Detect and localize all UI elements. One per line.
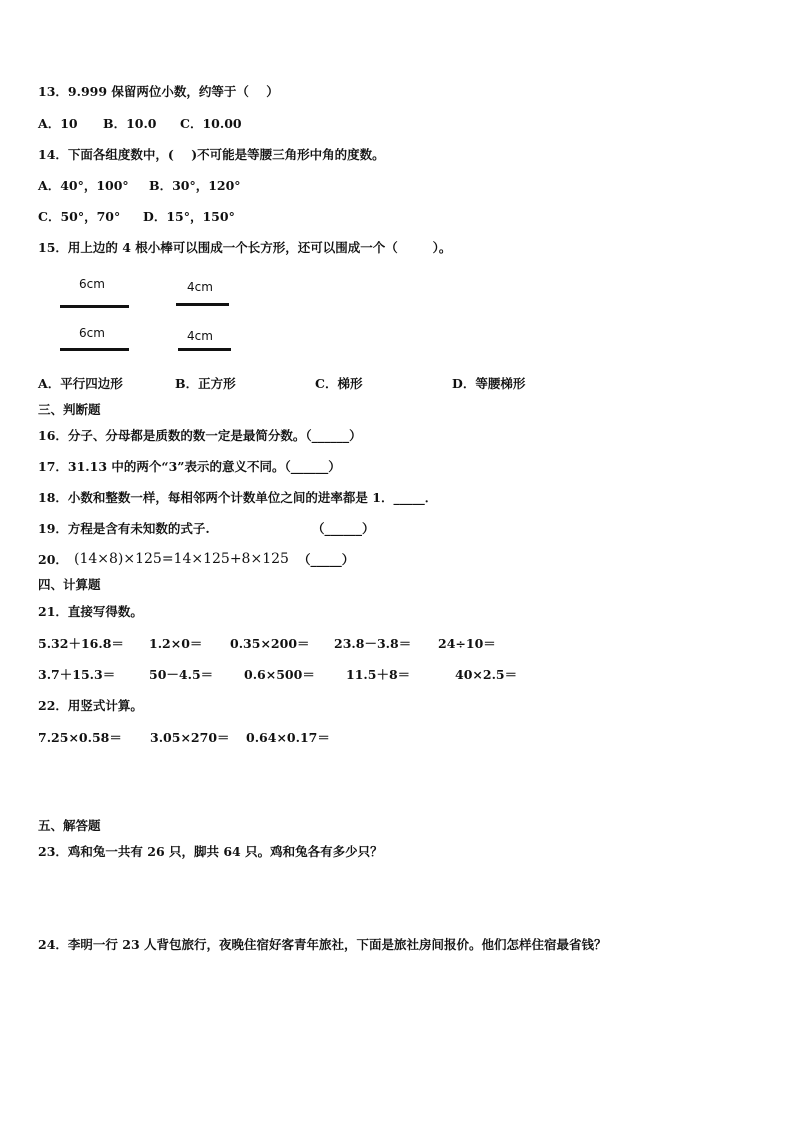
- question-18: 18．小数和整数一样，每相邻两个计数单位之间的进率都是 1．_____．: [38, 490, 438, 505]
- stick-6cm-top: [60, 305, 129, 308]
- calc-item: 24÷10＝: [438, 636, 496, 651]
- stick-4cm-top: [176, 303, 229, 306]
- stick-label-6cm-bottom: 6cm: [79, 326, 105, 340]
- calc-item: 0.35×200＝: [230, 636, 310, 651]
- q15-option-a: A．平行四边形: [38, 376, 123, 391]
- q14-option-b: B．30°，120°: [149, 178, 241, 193]
- question-23: 23．鸡和兔一共有 26 只，脚共 64 只。鸡和兔各有多少只？: [38, 844, 383, 859]
- question-15: 15．用上边的 4 根小棒可以围成一个长方形，还可以围成一个（ ）。: [38, 240, 452, 255]
- q14-option-c: C．50°，70°: [38, 209, 121, 224]
- calc-item: 50－4.5＝: [149, 667, 214, 682]
- question-14: 14．下面各组度数中，( )不可能是等腰三角形中角的度数。: [38, 147, 385, 162]
- stick-label-4cm-top: 4cm: [187, 280, 213, 294]
- calc-item: 0.6×500＝: [244, 667, 315, 682]
- question-20-number: 20．: [38, 552, 68, 567]
- stick-6cm-bottom: [60, 348, 129, 351]
- question-24: 24．李明一行 23 人背包旅行，夜晚住宿好客青年旅社，下面是旅社房间报价。他们怎样住宿最省钱？: [38, 937, 607, 952]
- question-20-expression: (14×8)×125=14×125+8×125: [74, 551, 289, 567]
- q15-option-b: B．正方形: [175, 376, 236, 391]
- stick-label-4cm-bottom: 4cm: [187, 329, 213, 343]
- vertical-calc-item: 3.05×270＝: [150, 730, 230, 745]
- q13-option-b: B．10.0: [103, 116, 157, 131]
- calc-item: 1.2×0＝: [149, 636, 203, 651]
- calc-item: 5.32＋16.8＝: [38, 636, 124, 651]
- question-21: 21．直接写得数。: [38, 604, 143, 619]
- question-13: 13．9.999 保留两位小数，约等于（ ）: [38, 84, 279, 99]
- calc-item: 40×2.5＝: [455, 667, 518, 682]
- section-3-heading: 三、判断题: [38, 402, 101, 417]
- q13-option-c: C．10.00: [180, 116, 242, 131]
- question-22: 22．用竖式计算。: [38, 698, 143, 713]
- q13-option-a: A．10: [38, 116, 78, 131]
- q19-answer-blank: （______）: [312, 521, 375, 536]
- q14-option-d: D．15°，150°: [143, 209, 235, 224]
- calc-item: 3.7＋15.3＝: [38, 667, 116, 682]
- q15-option-d: D．等腰梯形: [452, 376, 526, 391]
- question-17: 17．31.13 中的两个“3”表示的意义不同。（______）: [38, 459, 341, 474]
- calc-item: 23.8－3.8＝: [334, 636, 412, 651]
- section-5-heading: 五、解答题: [38, 818, 101, 833]
- question-19: 19．方程是含有未知数的式子.: [38, 521, 210, 536]
- question-16: 16．分子、分母都是质数的数一定是最简分数。（______）: [38, 428, 362, 443]
- stick-4cm-bottom: [178, 348, 231, 351]
- section-4-heading: 四、计算题: [38, 577, 101, 592]
- q20-answer-blank: （_____）: [298, 552, 355, 567]
- stick-label-6cm-top: 6cm: [79, 277, 105, 291]
- vertical-calc-item: 7.25×0.58＝: [38, 730, 122, 745]
- q15-option-c: C．梯形: [315, 376, 363, 391]
- q14-option-a: A．40°，100°: [38, 178, 129, 193]
- vertical-calc-item: 0.64×0.17＝: [246, 730, 330, 745]
- calc-item: 11.5＋8＝: [346, 667, 411, 682]
